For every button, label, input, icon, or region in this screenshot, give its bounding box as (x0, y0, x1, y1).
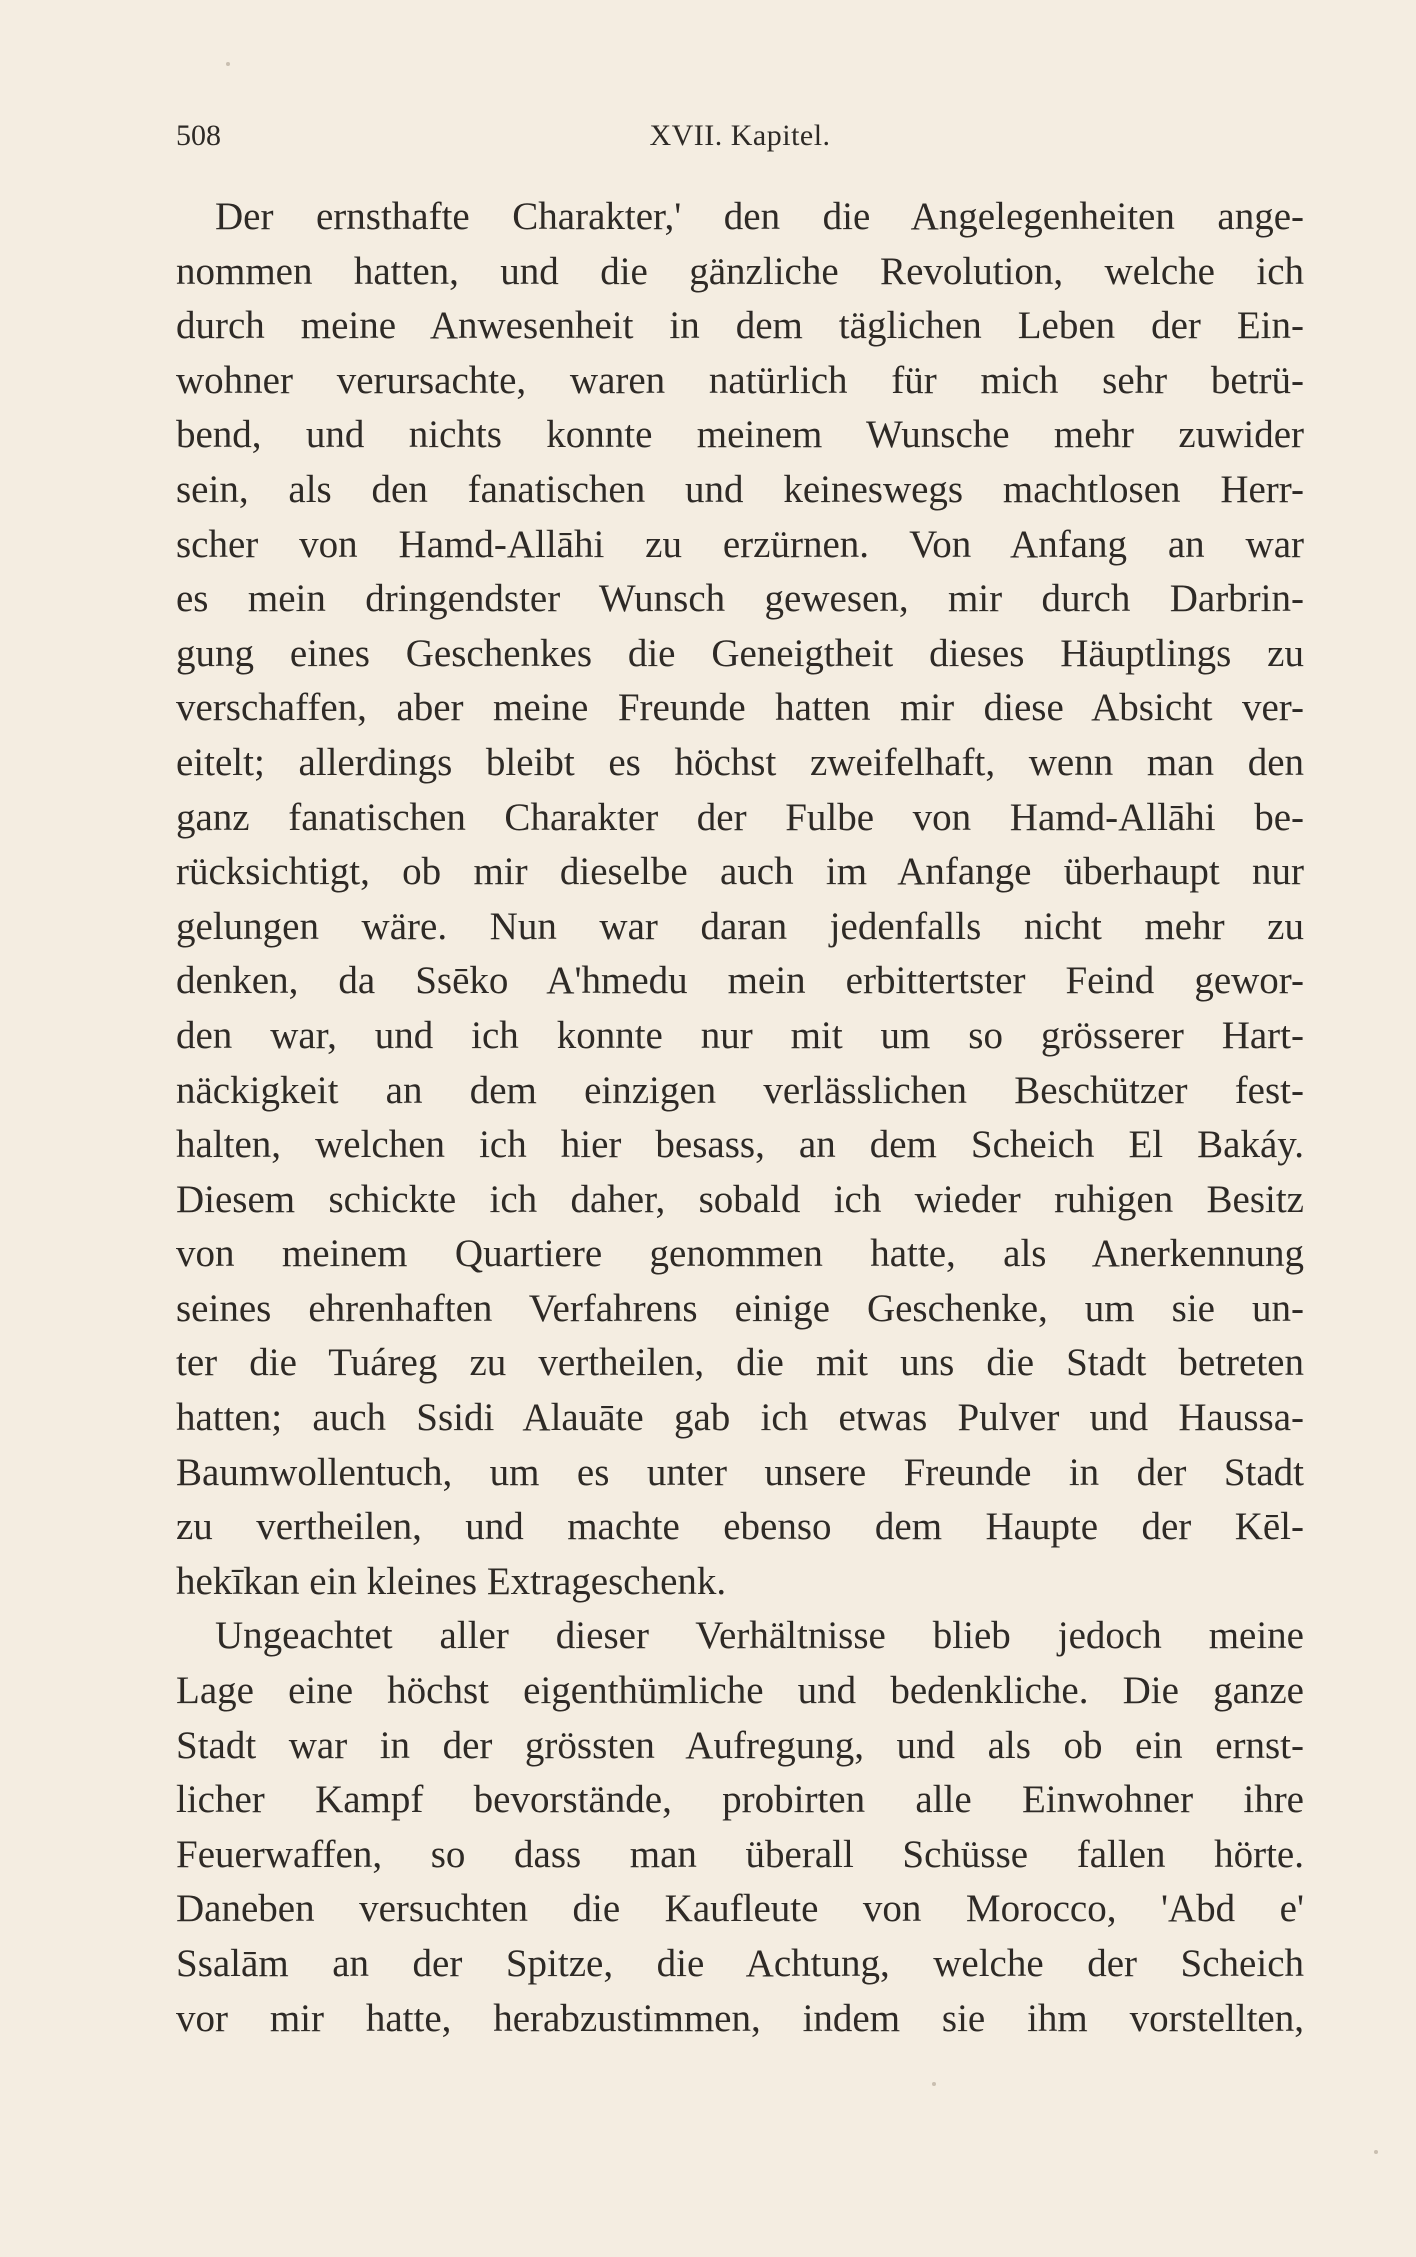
text-line: den war, und ich konnte nur mit um so grösserer Hart- (176, 1013, 1304, 1057)
text-line: nommen hatten, und die gänzliche Revolution, welche ich (176, 249, 1304, 293)
page-number: 508 (176, 119, 221, 152)
text-line: zu vertheilen, und machte ebenso dem Haupte der Kēl- (176, 1505, 1304, 1549)
text-line: Ssalām an der Spitze, die Achtung, welche der Scheich (176, 1942, 1304, 1985)
text-line: Der ernsthafte Charakter,' den die Angelegenheiten ange- (215, 195, 1304, 238)
text-line: gelungen wäre. Nun war daran jedenfalls nicht mehr zu (176, 904, 1304, 948)
text-line: von meinem Quartiere genommen hatte, als Anerkennung (176, 1232, 1304, 1276)
paper-speck (1374, 2150, 1378, 2154)
text-line: es mein dringendster Wunsch gewesen, mir durch Darbrin- (176, 577, 1304, 621)
text-line: verschaffen, aber meine Freunde hatten mir diese Absicht ver- (176, 686, 1304, 730)
running-head: XVII. Kapitel. (649, 119, 831, 152)
text-line: wohner verursachte, waren natürlich für mich sehr betrü- (176, 358, 1304, 402)
text-line: vor mir hatte, herabzustimmen, indem sie ihm vorstellten, (176, 1996, 1304, 2040)
text-line: eitelt; allerdings bleibt es höchst zweifelhaft, wenn man den (176, 740, 1304, 784)
text-line: halten, welchen ich hier besass, an dem Scheich El Bakáy. (176, 1123, 1304, 1167)
text-line: sein, als den fanatischen und keineswegs machtlosen Herr- (176, 467, 1304, 511)
text-line: Diesem schickte ich daher, sobald ich wieder ruhigen Besitz (176, 1177, 1304, 1221)
text-line: Feuerwaffen, so dass man überall Schüsse fallen hörte. (176, 1832, 1304, 1876)
paper-speck (226, 62, 230, 66)
text-line: Daneben versuchten die Kaufleute von Morocco, 'Abd e' (176, 1887, 1304, 1931)
paragraph-1 (176, 190, 1304, 1609)
page-header (176, 114, 1304, 158)
text-line: Lage eine höchst eigenthümliche und bedenkliche. Die ganze (176, 1669, 1304, 1713)
text-line: gung eines Geschenkes die Geneigtheit dieses Häuptlings zu (176, 631, 1304, 675)
text-line: bend, und nichts konnte meinem Wunsche mehr zuwider (176, 413, 1304, 457)
text-line: durch meine Anwesenheit in dem täglichen Leben der Ein- (176, 304, 1304, 348)
text-line: näckigkeit an dem einzigen verlässlichen Beschützer fest- (176, 1068, 1304, 1112)
text-line: seines ehrenhaften Verfahrens einige Geschenke, um sie un- (176, 1286, 1304, 1330)
text-line: ter die Tuáreg zu vertheilen, die mit uns die Stadt betreten (176, 1341, 1304, 1385)
text-line: scher von Hamd-Allāhi zu erzürnen. Von Anfang an war (176, 522, 1304, 566)
text-line: ganz fanatischen Charakter der Fulbe von Hamd-Allāhi be- (176, 795, 1304, 839)
text-line: hatten; auch Ssidi Alauāte gab ich etwas Pulver und Haussa- (176, 1396, 1304, 1440)
paper-speck (932, 2082, 936, 2086)
text-line: denken, da Ssēko A'hmedu mein erbittertster Feind gewor- (176, 959, 1304, 1003)
text-line: licher Kampf bevorstände, probirten alle Einwohner ihre (176, 1778, 1304, 1822)
body-text (176, 190, 1304, 2046)
text-line: rücksichtigt, ob mir dieselbe auch im Anfange überhaupt nur (176, 850, 1304, 894)
text-line: Ungeachtet aller dieser Verhältnisse blieb jedoch meine (215, 1614, 1304, 1658)
text-line: hekīkan ein kleines Extrageschenk. (176, 1559, 727, 1603)
paragraph-2 (176, 1609, 1304, 2046)
text-line: Stadt war in der grössten Aufregung, und als ob ein ernst- (176, 1723, 1304, 1767)
text-line: Baumwollentuch, um es unter unsere Freunde in der Stadt (176, 1450, 1304, 1494)
